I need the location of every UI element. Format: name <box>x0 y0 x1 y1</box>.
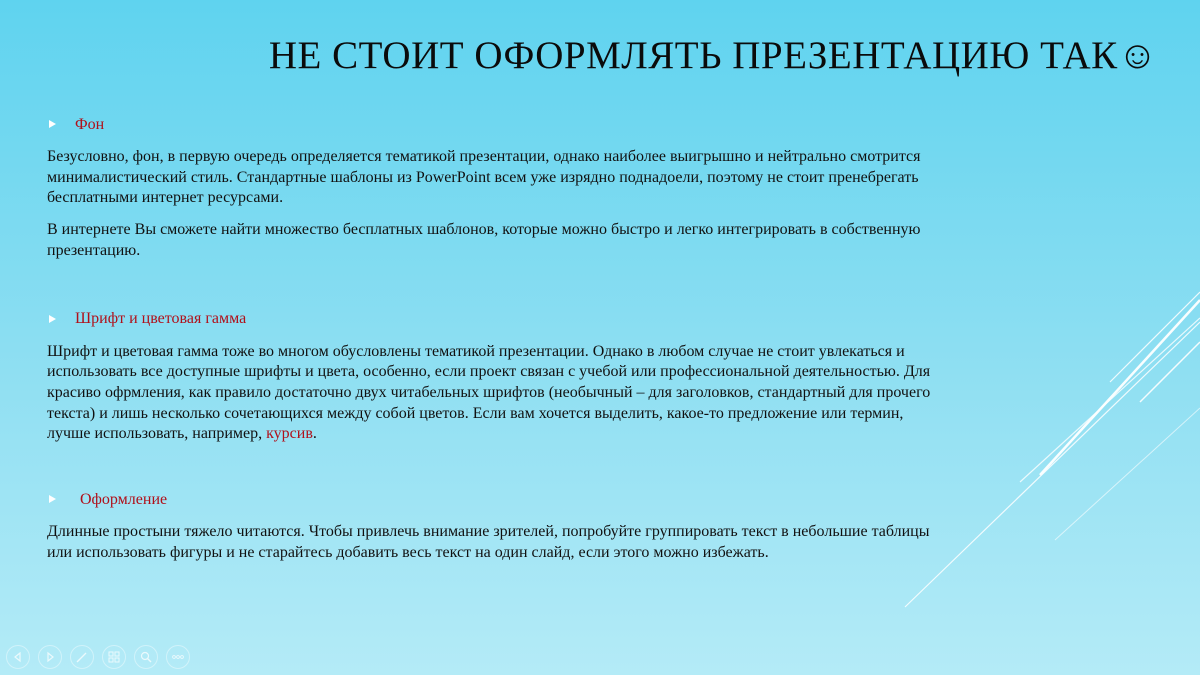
section-heading-background <box>47 114 947 136</box>
pen-button[interactable] <box>70 645 94 669</box>
more-options-icon <box>171 650 185 664</box>
section-heading-font-color <box>47 309 947 331</box>
more-options-button[interactable] <box>166 645 190 669</box>
slide-content <box>47 114 947 563</box>
section-heading-label: Оформление <box>80 490 168 508</box>
paragraph: Длинные простыни тяжело читаются. Чтобы привлечь внимание зрителей, попробуйте группировать текст в небольшие таблицы или использовать фигуры и не старайтесь добавить весь текст на один слайд, если этого можно избежать. <box>47 523 930 561</box>
slideshow-navigation <box>6 645 190 669</box>
slides-grid-icon <box>107 650 121 664</box>
triangle-bullet-icon <box>49 120 56 128</box>
next-slide-icon <box>44 651 56 663</box>
triangle-bullet-icon <box>49 315 56 323</box>
section-heading-design <box>47 489 947 511</box>
paragraph <box>47 342 947 446</box>
deco-line <box>1055 408 1200 540</box>
slide-title: НЕ СТОИТ ОФОРМЛЯТЬ ПРЕЗЕНТАЦИЮ ТАК☺ <box>268 34 1158 77</box>
zoom-icon <box>139 650 153 664</box>
paragraph: В интернете Вы сможете найти множество бесплатных шаблонов, которые можно быстро и легко интегрировать в собственную презентацию. <box>47 221 921 259</box>
pen-icon <box>75 650 89 664</box>
deco-line <box>905 322 1200 607</box>
paragraph: Безусловно, фон, в первую очередь определяется тематикой презентации, однако наиболее выигрышно и нейтрально смотрится минималистический стиль. Стандартные шаблоны из PowerPoint всем уже изрядно поднадоели, поэтому не стоит пренебрегать бесплатными интернет ресурсами. <box>47 148 921 207</box>
previous-slide-button[interactable] <box>6 645 30 669</box>
deco-line <box>1020 318 1200 482</box>
deco-line <box>1140 342 1200 402</box>
italic-example-word: курсив <box>266 425 313 443</box>
previous-slide-icon <box>12 651 24 663</box>
paragraph-text: Шрифт и цветовая гамма тоже во многом обусловлены тематикой презентации. Однако в любом случае не стоит увлекаться и использовать все доступные шрифты и цвета, особенно, если проект связан с учебой или профессиональной деятельностью. Для красиво офрмления, как правило достаточно двух читабельных шрифтов (необычный – для заголовков, стандартный для прочего текста) и лишь несколько сочетающихся между собой цветов. Если вам хочется выделить, какое-то предложение или термин, лучше использовать, например, <box>47 342 931 443</box>
paragraph-end: . <box>312 425 317 443</box>
section-heading-label: Шрифт и цветовая гамма <box>75 310 247 328</box>
zoom-button[interactable] <box>134 645 158 669</box>
deco-line <box>1040 300 1200 475</box>
slides-grid-button[interactable] <box>102 645 126 669</box>
triangle-bullet-icon <box>49 495 56 503</box>
next-slide-button[interactable] <box>38 645 62 669</box>
section-heading-label: Фон <box>75 115 105 133</box>
deco-line <box>1110 292 1200 382</box>
